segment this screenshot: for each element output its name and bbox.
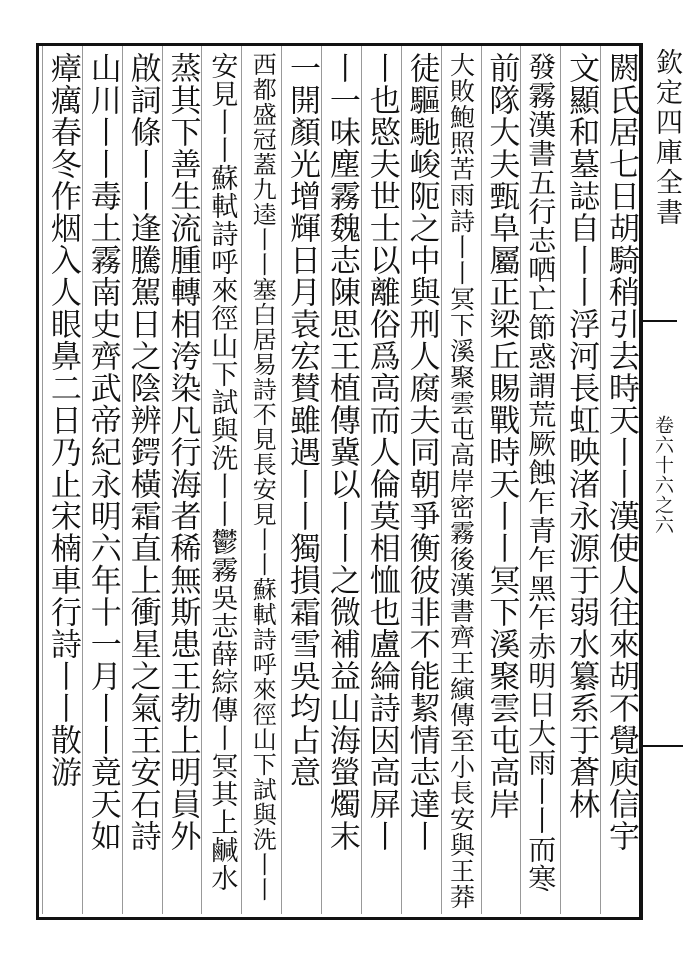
- text-column: 西都盛冠蓋九逵丨丨塞白居易詩不見長安見丨丨蘇軾詩呼來徑山下試與洗丨丨: [248, 52, 277, 902]
- text-column: 文顯和墓誌自丨丨浮河長虹映渚永源于弱水纂系于蒼林: [563, 52, 600, 820]
- text-column: 山川丨丨毒土霧南史齊武帝紀永明六年十一月丨丨竟天如: [84, 52, 121, 852]
- text-column: 啟詞條丨丨逢騰駕日之陰辨鍔橫霜直上衝星之氣王安石詩: [124, 52, 161, 852]
- text-column: 大敗鮑照苦雨詩丨丨冥下溪聚雲屯高岸密霧後漢書齊王縯傳至小長安與王莽: [446, 52, 476, 910]
- text-column: 安見丨丨蘇軾詩呼來徑山下試與洗丨丨鬱霧吳志薛綜傳丨冥其上鹹水: [206, 52, 238, 892]
- text-column: 徒驅馳峻阨之中與刑人腐夫同朝爭衡彼非不能絜情志達丨: [403, 52, 440, 852]
- chapter-label: 卷六十六之六: [652, 415, 674, 535]
- text-column: 瘴癘春冬作烟入人眼鼻二日乃止宋楠車行詩丨丨散游: [44, 52, 81, 788]
- margin-rule: [643, 745, 683, 747]
- text-column: 閼氏居七日胡騎稍引去時天丨丨漢使人往來胡不覺庾信宇: [602, 52, 639, 852]
- text-column: 發霧漢書五行志哂亡節惑謂荒厥蝕乍青乍黑乍赤明日大雨丨丨而寒: [524, 52, 558, 893]
- fishtail-mark: [643, 290, 677, 322]
- book-title: 欽定四庫全書: [651, 48, 682, 228]
- text-column: 丨也愍夫世士以離俗爲高而人倫莫相恤也盧綸詩因高屏丨: [363, 52, 400, 852]
- text-column: 前隊大夫甄阜屬正梁丘賜戰時天丨丨冥下溪聚雲屯高岸: [483, 52, 520, 820]
- text-column: 丨一味塵霧魏志陳思王植傳冀以丨丨之微補益山海螢燭末: [323, 52, 360, 852]
- text-column: 一開顏光增輝日月袁宏賛雖遇丨丨獨損霜雪吳均占意: [284, 52, 321, 788]
- text-column: 蒸其下善生流腫轉相洿染凡行海者稀無斯患王勃上明員外: [164, 52, 201, 852]
